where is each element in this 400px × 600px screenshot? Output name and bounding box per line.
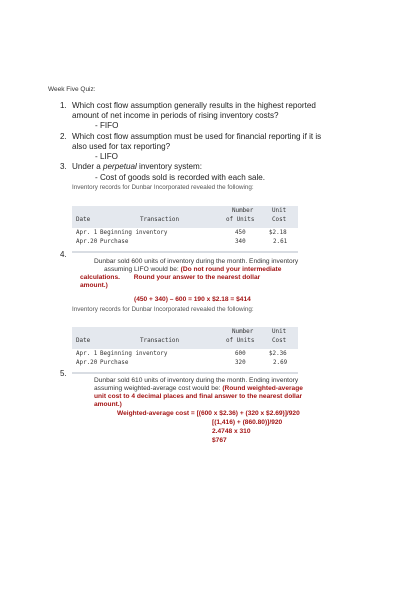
header-units-line1: Number — [232, 329, 254, 335]
cell-date: Apr. 1 — [76, 230, 98, 236]
question-1 — [60, 101, 316, 120]
header-units-line1: Number — [232, 208, 254, 214]
q4-instruction-line — [80, 274, 260, 282]
cell-units: 340 — [235, 239, 246, 245]
header-transaction: Transaction — [140, 338, 180, 344]
q5-calculation: 2.4748 x 310 — [212, 428, 251, 435]
table-row — [72, 349, 298, 359]
header-units-line2: of Units — [226, 217, 255, 223]
question-text-line: also used for tax reporting? — [72, 141, 171, 151]
q5-inventory-table — [72, 327, 298, 369]
header-cost-line1: Unit — [272, 329, 287, 335]
header-transaction: Transaction — [140, 217, 180, 223]
q5-body-text: assuming weighted-average cost would be: — [94, 385, 221, 392]
question-number: 4. — [60, 250, 67, 259]
question-text-line: amount of net income in periods of rising inventory costs? — [72, 110, 279, 120]
question-number: 3. — [60, 162, 67, 171]
question-text-suffix: inventory system: — [136, 162, 203, 171]
q4-instruction: calculations. — [80, 274, 120, 281]
question-number: 5. — [60, 369, 67, 378]
q5-calculation: Weighted-average cost = [(600 x $2.36) + (320 x $2.69)]/920 — [117, 410, 300, 417]
q4-intro: Inventory records for Dunbar Incorporated revealed the following: — [72, 184, 254, 191]
question-number: 1. — [60, 101, 67, 110]
table-row — [72, 359, 298, 369]
q4-instruction: (Do not round your intermediate — [180, 266, 282, 273]
cell-units: 320 — [235, 360, 246, 366]
question-text-line: Which cost flow assumption generally results in the highest reported — [72, 101, 316, 110]
question-3 — [60, 162, 203, 172]
question-text-line: Which cost flow assumption must be used for financial reporting if it is — [72, 132, 322, 141]
q4-calculation: (450 + 340) – 600 = 190 x $2.18 = $414 — [134, 296, 251, 303]
question-text-prefix: Under a — [72, 162, 104, 171]
q4-body-line: Dunbar sold 600 units of inventory during the month. Ending inventory — [94, 258, 299, 265]
q4-instruction: Round your answer to the nearest dollar — [133, 274, 261, 281]
q5-body-line — [94, 385, 303, 393]
cell-date: Apr. 1 — [76, 351, 98, 357]
cell-cost: $2.36 — [269, 351, 287, 357]
q5-calculation: [(1,416) + (860.80)]/920 — [212, 419, 283, 426]
question-text-italic: perpetual — [103, 162, 137, 171]
answer-3: - Cost of goods sold is recorded with each sale. — [95, 173, 266, 182]
q5-instruction: (Round weighted-average — [222, 385, 303, 392]
answer-2: - LIFO — [95, 152, 118, 161]
cell-transaction: Purchase — [100, 360, 129, 366]
quiz-title: Week Five Quiz: — [48, 86, 96, 93]
cell-cost: $2.18 — [269, 230, 287, 236]
q4-body-text: assuming LIFO would be: — [104, 266, 179, 273]
cell-transaction: Beginning inventory — [100, 351, 168, 357]
header-cost-line2: Cost — [272, 338, 287, 344]
header-cost-line1: Unit — [272, 208, 287, 214]
q4-body-line — [104, 266, 281, 274]
q5-intro: Inventory records for Dunbar Incorporated revealed the following: — [72, 306, 254, 313]
table-divider — [72, 251, 298, 253]
table-header — [72, 327, 298, 349]
q5-body-line: Dunbar sold 610 units of inventory during the month. Ending inventory — [94, 377, 299, 384]
question-2 — [60, 132, 322, 151]
table-row — [72, 238, 298, 248]
answer-1: - FIFO — [95, 121, 119, 130]
cell-units: 600 — [235, 351, 246, 357]
cell-cost: 2.61 — [273, 239, 288, 245]
header-date: Date — [76, 338, 91, 344]
q5-instruction: amount.) — [94, 401, 122, 408]
q4-inventory-table — [72, 206, 298, 248]
cell-units: 450 — [235, 230, 246, 236]
table-header — [72, 206, 298, 228]
q5-instruction: unit cost to 4 decimal places and final answer to the nearest dollar — [94, 393, 303, 400]
q5-calculation: $767 — [212, 437, 227, 444]
header-cost-line2: Cost — [272, 217, 287, 223]
header-date: Date — [76, 217, 91, 223]
cell-transaction: Beginning inventory — [100, 230, 168, 236]
table-row — [72, 228, 298, 238]
table-divider — [72, 372, 298, 374]
cell-date: Apr.20 — [76, 360, 98, 366]
cell-cost: 2.69 — [273, 360, 288, 366]
header-units-line2: of Units — [226, 338, 255, 344]
cell-date: Apr.20 — [76, 239, 98, 245]
cell-transaction: Purchase — [100, 239, 129, 245]
question-number: 2. — [60, 132, 67, 141]
q4-instruction: amount.) — [80, 282, 108, 289]
